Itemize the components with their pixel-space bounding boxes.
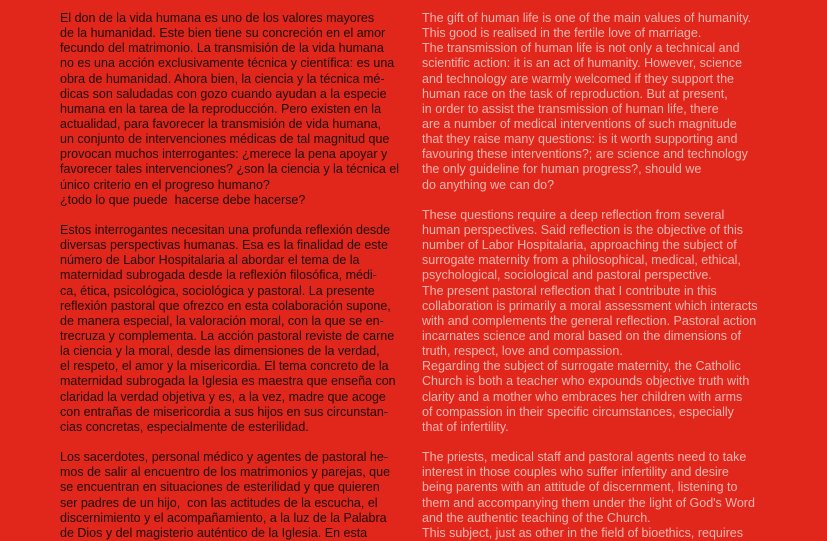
text-line: truth, respect, love and compassion. xyxy=(422,344,623,359)
text-line: de la humanidad. Este bien tiene su concreción en el amor xyxy=(60,26,386,41)
text-line: This subject, just as other in the field of bioethics, requires xyxy=(422,525,743,540)
english-paragraph xyxy=(422,11,767,193)
text-line: are a number of medical interventions of such magnitude xyxy=(422,116,737,131)
text-line: The present pastoral reflection that I contribute in this xyxy=(422,283,717,298)
text-line: that they raise many questions: is it worth supporting and xyxy=(422,132,738,147)
paragraph-gap xyxy=(60,208,406,223)
english-paragraph xyxy=(422,450,767,541)
text-line: fecundo del matrimonio. La transmisión de la vida humana xyxy=(60,41,384,56)
paragraph-gap xyxy=(422,193,767,208)
text-line: se encuentran en situaciones de esterilidad y que quieren xyxy=(60,480,380,495)
text-line: de Dios y del magisterio auténtico de la Iglesia. En esta xyxy=(60,525,368,540)
paragraph-gap xyxy=(60,435,406,450)
text-line: in order to assist the transmission of human life, there xyxy=(422,101,719,116)
text-line: reflexión pastoral que ofrezco en esta colaboración supone, xyxy=(60,298,391,313)
text-line: de manera especial, la valoración moral, con la que se en- xyxy=(60,313,384,328)
text-line: human perspectives. Said reflection is the objective of this xyxy=(422,222,744,237)
text-line: interest in those couples who suffer infertility and desire xyxy=(422,465,729,480)
text-line: con entrañas de misericordia a sus hijos en sus circunstan- xyxy=(60,404,388,419)
text-line: The gift of human life is one of the main values of humanity. xyxy=(422,11,752,25)
text-line: Estos interrogantes necesitan una profunda reflexión desde xyxy=(60,222,391,237)
text-line: ¿todo lo que puede hacerse debe hacerse? xyxy=(60,192,306,207)
text-line: and the authentic teaching of the Church. xyxy=(422,510,651,525)
text-line: them and accompanying them under the light of God's Word xyxy=(422,495,755,510)
text-line: Church is both a teacher who expounds objective truth with xyxy=(422,374,750,389)
text-line: number of Labor Hospitalaria, approaching the subject of xyxy=(422,238,737,253)
text-line: trecruza y complementa. La acción pastoral reviste de carne xyxy=(60,328,395,343)
text-line: un conjunto de intervenciones médicas de tal magnitud que xyxy=(60,132,390,147)
text-line: The priests, medical staff and pastoral agents need to take xyxy=(422,450,747,465)
text-line: dicas son saludadas con gozo cuando ayudan a la especie xyxy=(60,86,387,101)
text-line: Los sacerdotes, personal médico y agentes de pastoral he- xyxy=(60,450,388,465)
english-text-column xyxy=(422,11,767,541)
spanish-paragraph xyxy=(60,223,406,435)
text-line: human race on the task of reproduction. But at present, xyxy=(422,86,728,101)
paragraph-gap xyxy=(422,435,767,450)
text-line: clarity and a mother who embraces her children with arms xyxy=(422,389,743,404)
text-line: incarnates science and moral based on the dimensions of xyxy=(422,328,741,343)
text-line: actualidad, para favorecer la transmisión de vida humana, xyxy=(60,116,382,131)
text-line: cias concretas, especialmente de esterilidad. xyxy=(60,419,309,434)
text-line: and technology are warmly welcomed if they support the xyxy=(422,71,734,86)
text-line: diversas perspectivas humanas. Esa es la finalidad de este xyxy=(60,238,388,253)
text-line: of compassion in their specific circumstances, especially xyxy=(422,404,734,419)
text-line: This good is realised in the fertile love of marriage. xyxy=(422,26,702,41)
text-line: ser padres de un hijo, con las actitudes de la escucha, el xyxy=(60,495,378,510)
text-line: do anything we can do? xyxy=(422,177,555,192)
text-line: being parents with an attitude of discernment, listening to xyxy=(422,480,738,495)
text-line: scientific action: it is an act of humanity. However, science xyxy=(422,56,743,71)
text-line: humana en la tarea de la reproducción. Pero existen en la xyxy=(60,101,382,116)
text-line: obra de humanidad. Ahora bien, la ciencia y la técnica mé- xyxy=(60,71,385,86)
text-line: surrogate maternity from a philosophical, medical, ethical, xyxy=(422,253,741,268)
text-line: único criterio en el progreso humano? xyxy=(60,177,270,192)
text-line: número de Labor Hospitalaria al abordar el tema de la xyxy=(60,253,360,268)
text-line: favouring these interventions?; are science and technology xyxy=(422,147,748,162)
english-paragraph xyxy=(422,208,767,435)
text-line: collaboration is primarily a moral assessment which interacts xyxy=(422,298,758,313)
text-line: favorecer tales intervenciones? ¿son la ciencia y la técnica el xyxy=(60,162,400,177)
spanish-paragraph xyxy=(60,11,406,208)
text-line: the only guideline for human progress?, should we xyxy=(422,162,702,177)
text-line: discernimiento y el acompañamiento, a la luz de la Palabra xyxy=(60,510,387,525)
text-line: maternidad subrogada desde la reflexión filosófica, médi- xyxy=(60,268,377,283)
text-line: with and complements the general reflection. Pastoral action xyxy=(422,313,757,328)
text-line: mos de salir al encuentro de los matrimonios y parejas, que xyxy=(60,465,391,480)
text-line: Regarding the subject of surrogate maternity, the Catholic xyxy=(422,359,741,374)
text-line: psychological, sociological and pastoral perspective. xyxy=(422,268,712,283)
text-line: la ciencia y la moral, desde las dimensiones de la verdad, xyxy=(60,344,380,359)
text-line: provocan muchos interrogantes: ¿merece la pena apoyar y xyxy=(60,147,388,162)
spanish-paragraph xyxy=(60,450,406,541)
text-line: no es una acción exclusivamente técnica y científica: es una xyxy=(60,56,395,71)
text-line: maternidad subrogada la Iglesia es maestra que enseña con xyxy=(60,374,396,389)
text-line: These questions require a deep reflection from several xyxy=(422,207,725,222)
text-line: El don de la vida humana es uno de los valores mayores xyxy=(60,11,375,25)
spanish-text-column xyxy=(60,11,406,541)
text-line: The transmission of human life is not only a technical and xyxy=(422,41,740,56)
text-line: claridad la verdad objetiva y es, a la vez, madre que acoge xyxy=(60,389,386,404)
text-line: el respeto, el amor y la misericordia. El tema concreto de la xyxy=(60,359,389,374)
text-line: that of infertility. xyxy=(422,419,509,434)
text-line: ca, ética, psicológica, sociológica y pastoral. La presente xyxy=(60,283,375,298)
